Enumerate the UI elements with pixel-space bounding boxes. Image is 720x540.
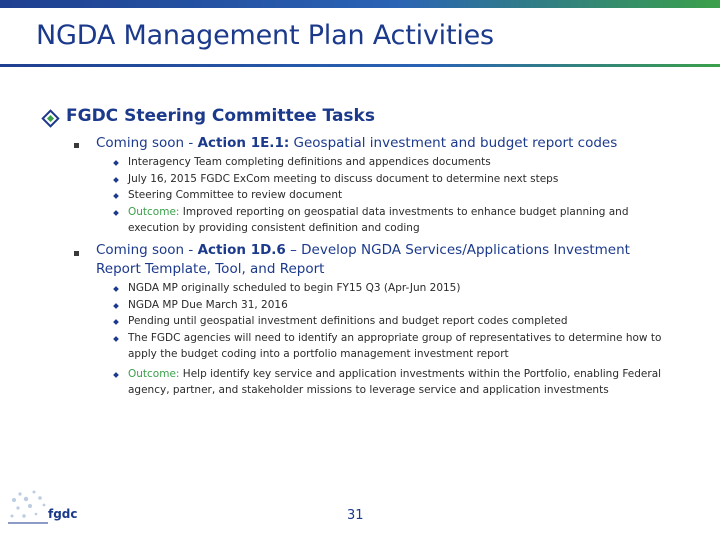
bullet-icon — [113, 303, 119, 309]
bullet-icon — [113, 286, 119, 292]
sub-item: Pending until geospatial investment definitions and budget report codes completed — [112, 313, 677, 330]
task-sublist — [112, 154, 677, 237]
sub-item: Steering Committee to review document — [112, 187, 677, 204]
page-number: 31 — [347, 508, 364, 523]
bullet-icon — [113, 319, 119, 325]
slide-title: NGDA Management Plan Activities — [36, 20, 494, 51]
task-item — [96, 241, 676, 279]
sub-item: The FGDC agencies will need to identify an appropriate group of representatives to determine how to apply the budget coding into a portfolio management investment report — [112, 330, 677, 363]
bullet-icon — [113, 336, 119, 342]
square-bullet-icon — [74, 143, 79, 148]
bullet-icon — [113, 177, 119, 183]
task-description: Geospatial investment and budget report codes — [289, 135, 618, 151]
bullet-icon — [113, 193, 119, 199]
outcome-label: Outcome: — [128, 367, 180, 380]
sub-item: NGDA MP originally scheduled to begin FY15 Q3 (Apr-Jun 2015) — [112, 280, 677, 297]
outcome-label: Outcome: — [128, 205, 180, 218]
sub-item-outcome: Outcome: Help identify key service and application investments within the Portfolio, enabling Federal agency, partner, and stakeholder missions to leverage service and application investments — [112, 366, 677, 399]
top-color-bar — [0, 0, 720, 8]
bullet-icon — [113, 210, 119, 216]
task-status: Coming soon - — [96, 242, 198, 258]
sub-item: July 16, 2015 FGDC ExCom meeting to discuss document to determine next steps — [112, 171, 677, 188]
square-bullet-icon — [74, 251, 79, 256]
task-item — [96, 134, 696, 153]
task-action: Action 1E.1: — [197, 135, 290, 151]
task-description: – Develop NGDA Services/Applications Investment Report Template, Tool, and Report — [96, 242, 630, 277]
task-action: Action 1D.6 — [197, 242, 286, 258]
task-status: Coming soon - — [96, 135, 198, 151]
fgdc-logo-text: fgdc — [48, 507, 78, 521]
bullet-icon — [113, 160, 119, 166]
sub-item: NGDA MP Due March 31, 2016 — [112, 297, 677, 314]
section-heading: FGDC Steering Committee Tasks — [66, 106, 375, 126]
sub-item: Interagency Team completing definitions and appendices documents — [112, 154, 677, 171]
sub-item-outcome: Outcome: Improved reporting on geospatial data investments to enhance budget planning and execution by providing consistent definition and coding — [112, 204, 677, 237]
task-sublist — [112, 280, 677, 399]
title-divider — [0, 64, 720, 67]
diamond-bullet-icon — [41, 109, 59, 127]
bullet-icon — [113, 372, 119, 378]
